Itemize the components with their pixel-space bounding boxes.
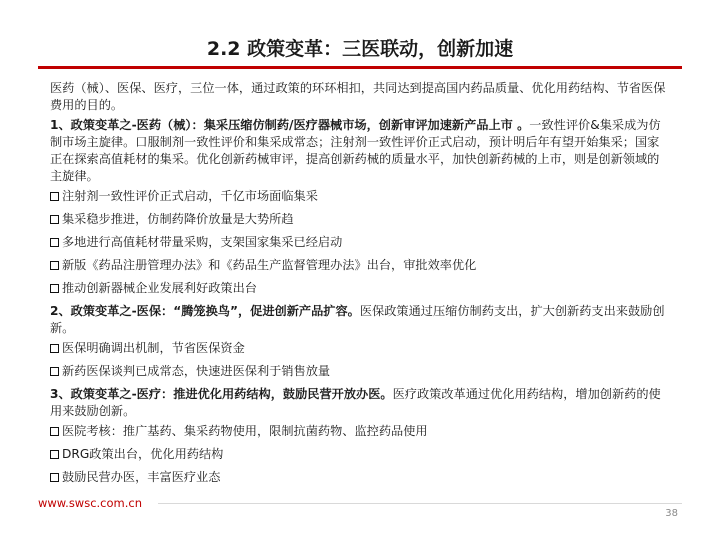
bullet-item bbox=[50, 234, 670, 251]
section-3-paragraph bbox=[50, 386, 670, 420]
bullet-item bbox=[50, 188, 670, 205]
section-2-paragraph bbox=[50, 303, 670, 337]
footer-url-link[interactable]: www.swsc.com.cn bbox=[38, 496, 143, 510]
bullet-item bbox=[50, 423, 670, 440]
bullet-item bbox=[50, 363, 670, 380]
bullet-text: 鼓励民营办医，丰富医疗业态 bbox=[62, 470, 221, 484]
bullet-text: 新版《药品注册管理办法》和《药品生产监督管理办法》出台，审批效率优化 bbox=[62, 258, 477, 272]
bullet-text: 集采稳步推进，仿制药降价放量是大势所趋 bbox=[62, 212, 294, 226]
bullet-item bbox=[50, 340, 670, 357]
section-1-paragraph bbox=[50, 117, 670, 185]
bullet-text: DRG政策出台，优化用药结构 bbox=[62, 447, 224, 461]
footer-divider bbox=[158, 503, 682, 504]
bullet-item bbox=[50, 257, 670, 274]
bullet-text: 新药医保谈判已成常态，快速进医保利于销售放量 bbox=[62, 364, 331, 378]
bullet-item bbox=[50, 211, 670, 228]
checkbox-icon bbox=[50, 344, 59, 353]
section-3-heading: 3、政策变革之-医疗：推进优化用药结构，鼓励民营开放办医。 bbox=[50, 387, 393, 401]
bullet-text: 医保明确调出机制，节省医保资金 bbox=[62, 341, 245, 355]
bullet-text: 多地进行高值耗材带量采购，支架国家集采已经启动 bbox=[62, 235, 343, 249]
bullet-text: 医院考核：推广基药、集采药物使用，限制抗菌药物、监控药品使用 bbox=[62, 424, 428, 438]
checkbox-icon bbox=[50, 284, 59, 293]
section-2-body: 医保政策通过压缩仿制药支出，扩大创新药支出来鼓励创新。 bbox=[50, 304, 665, 335]
checkbox-icon bbox=[50, 215, 59, 224]
section-1-heading: 1、政策变革之-医药（械）：集采压缩仿制药/医疗器械市场，创新审评加速新产品上市 。 bbox=[50, 118, 530, 132]
bullet-item bbox=[50, 446, 670, 463]
checkbox-icon bbox=[50, 367, 59, 376]
bullet-text: 推动创新器械企业发展利好政策出台 bbox=[62, 281, 257, 295]
checkbox-icon bbox=[50, 192, 59, 201]
checkbox-icon bbox=[50, 261, 59, 270]
page-number: 38 bbox=[665, 508, 678, 519]
bullet-item bbox=[50, 280, 670, 297]
bullet-text: 注射剂一致性评价正式启动，千亿市场面临集采 bbox=[62, 189, 318, 203]
section-2-heading: 2、政策变革之-医保：“腾笼换鸟”，促进创新产品扩容。 bbox=[50, 304, 360, 318]
checkbox-icon bbox=[50, 238, 59, 247]
checkbox-icon bbox=[50, 427, 59, 436]
checkbox-icon bbox=[50, 473, 59, 482]
checkbox-icon bbox=[50, 450, 59, 459]
section-3-body: 医疗政策改革通过优化用药结构，增加创新药的使用来鼓励创新。 bbox=[50, 387, 661, 418]
content-body bbox=[50, 80, 670, 492]
bullet-item bbox=[50, 469, 670, 486]
title-divider bbox=[38, 66, 682, 69]
page-title: 2.2 政策变革：三医联动，创新加速 bbox=[206, 38, 514, 60]
intro-paragraph: 医药（械）、医保、医疗，三位一体，通过政策的环环相扣，共同达到提高国内药品质量、优化用药结构、节省医保费用的目的。 bbox=[50, 81, 666, 112]
section-1-body: 一致性评价&集采成为仿制市场主旋律。口服制剂一致性评价和集采成常态；注射剂一致性评价正式启动，预计明后年有望开始集采；国家正在探索高值耗材的集采。优化创新药械审评，提高创新药械的质量水平，加快创新药械的上市，则是创新领域的主旋律。 bbox=[50, 118, 661, 183]
